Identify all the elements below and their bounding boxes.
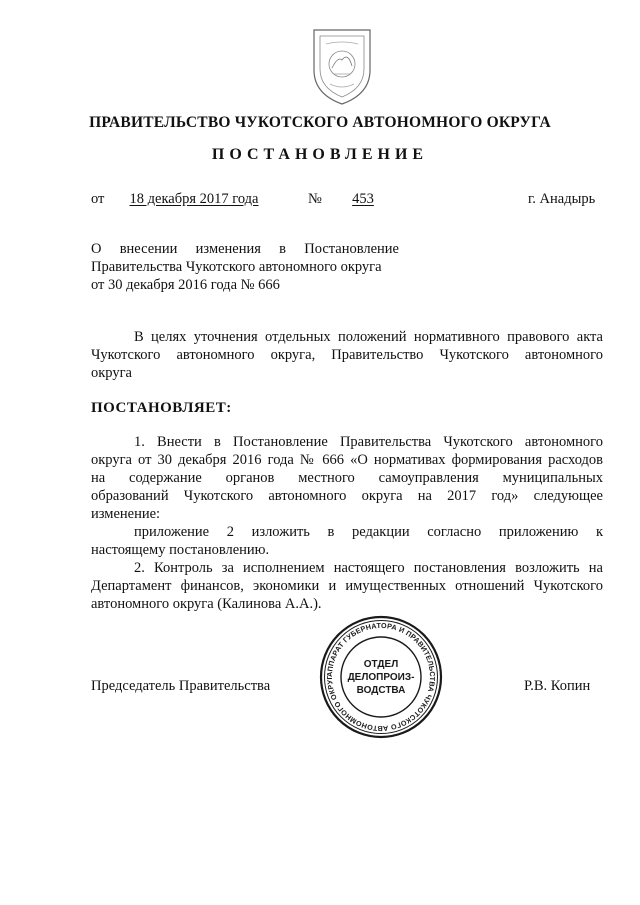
date-prefix: от bbox=[91, 191, 105, 207]
item-2 bbox=[91, 559, 603, 613]
item-1-line: на содержание органов местного самоуправления муниципальных bbox=[91, 470, 603, 486]
stamp-line: ДЕЛОПРОИЗ- bbox=[347, 671, 415, 683]
item-1-line: изменение: bbox=[91, 506, 161, 522]
preamble-line: округа bbox=[91, 365, 132, 381]
item-1 bbox=[91, 433, 603, 559]
item-1-line: округа от 30 декабря 2016 года № 666 «О нормативах формирования расходов bbox=[91, 452, 603, 468]
signatory-position: Председатель Правительства bbox=[91, 678, 271, 694]
decree-date: 18 декабря 2017 года bbox=[129, 191, 259, 207]
city: г. Анадырь bbox=[528, 191, 596, 207]
item-2-line: 2. Контроль за исполнением настоящего постановления возложить на bbox=[134, 560, 603, 576]
stamp-ring-text: АППАРАТ ГУБЕРНАТОРА И ПРАВИТЕЛЬСТВА ЧУКОТСКОГО АВТОНОМНОГО ОКРУГ bbox=[324, 620, 438, 734]
government-title: ПРАВИТЕЛЬСТВО ЧУКОТСКОГО АВТОНОМНОГО ОКРУГА bbox=[89, 114, 551, 131]
preamble-line: Чукотского автономного округа, Правительство Чукотского автономного bbox=[91, 347, 603, 363]
preamble-line: В целях уточнения отдельных положений нормативного правового акта bbox=[134, 329, 603, 345]
item-1-sub-line: настоящему постановлению. bbox=[91, 542, 270, 558]
stamp-center bbox=[318, 614, 444, 740]
item-2-line: автономного округа (Калинова А.А.). bbox=[91, 596, 322, 612]
subject-line: Правительства Чукотского автономного округа bbox=[91, 259, 382, 275]
resolves-heading: ПОСТАНОВЛЯЕТ: bbox=[91, 400, 232, 416]
preamble bbox=[91, 328, 603, 382]
item-1-sub-line: приложение 2 изложить в редакции согласно приложению к bbox=[134, 524, 603, 540]
stamp-line: ВОДСТВА bbox=[356, 684, 406, 696]
decree-subject bbox=[91, 240, 399, 294]
item-1-line: 1. Внести в Постановление Правительства Чукотского автономного bbox=[134, 434, 603, 450]
decree-title: ПОСТАНОВЛЕНИЕ bbox=[211, 146, 429, 163]
item-2-line: Департамент финансов, экономики и имущественных отношений Чукотского bbox=[91, 578, 603, 594]
subject-line: от 30 декабря 2016 года № 666 bbox=[91, 277, 280, 293]
signatory-name: Р.В. Копин bbox=[524, 678, 591, 694]
coat-of-arms-icon bbox=[306, 24, 378, 108]
stamp-line: ОТДЕЛ bbox=[363, 658, 399, 670]
subject-line: О внесении изменения в Постановление bbox=[91, 241, 399, 257]
office-stamp bbox=[318, 614, 444, 740]
decree-number: 453 bbox=[352, 191, 374, 207]
item-1-line: образований Чукотского автономного округа на 2017 год» следующее bbox=[91, 488, 603, 504]
number-label: № bbox=[308, 191, 322, 207]
